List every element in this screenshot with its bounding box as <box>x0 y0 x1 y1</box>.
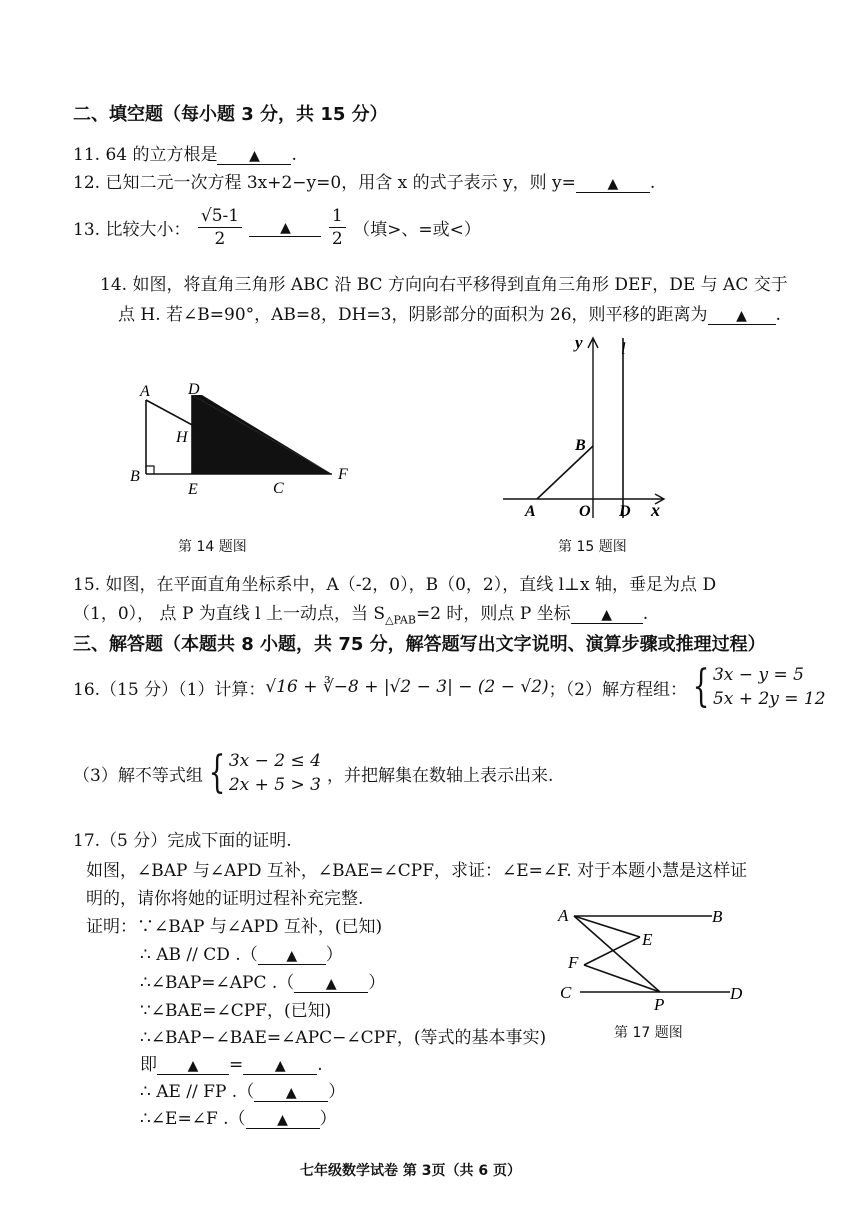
calc-expression: √16 + ∛−8 + |√2 − 3| − (2 − √2) <box>265 677 549 697</box>
label-B: B <box>712 907 723 926</box>
label-D: D <box>188 381 200 398</box>
proof-step-2: ∴ AB // CD .（ ▲ ） <box>140 945 343 965</box>
label-B: B <box>575 437 586 454</box>
fraction-left: $\frac{√5-1}{2}$ <box>198 205 242 250</box>
answer-blank-12[interactable]: ▲ <box>576 175 650 193</box>
question-13: 13. 比较大小： $\frac{√5-1}{2}$ ▲ $\frac{1}{2}$ （填>、=或<） <box>73 206 481 249</box>
figure-17 <box>552 902 752 1012</box>
figure-17-caption: 第 17 题图 <box>614 1025 683 1041</box>
question-16-row2: （3）解不等式组 { 3x − 2 ≤ 4 2x + 5 > 3 ，并把解集在数轴上表示出来. <box>73 747 554 798</box>
label-P: P <box>654 995 665 1012</box>
section-title-solve: 三、解答题（本题共 8 小题，共 75 分，解答题写出文字说明、演算步骤或推理过程） <box>73 634 766 655</box>
answer-blank-17d[interactable]: ▲ <box>243 1057 317 1075</box>
label-D: D <box>619 503 631 520</box>
inequality-system: 3x − 2 ≤ 4 2x + 5 > 3 <box>228 751 321 795</box>
answer-blank-14[interactable]: ▲ <box>708 307 776 325</box>
question-11-text: 11. 64 的立方根是 <box>73 145 218 165</box>
label-A: A <box>140 383 150 400</box>
label-B: B <box>130 468 140 485</box>
question-16-row1: 16.（15 分）（1）计算： √16 + ∛−8 + |√2 − 3| − (2 − √2) ；（2）解方程组： { 3x − y = 5 5x + 2y = 12 <box>73 661 826 712</box>
answer-blank-17a[interactable]: ▲ <box>258 947 326 965</box>
proof-step-4: ∵∠BAE=∠CPF，(已知) <box>140 1001 332 1021</box>
label-x: x <box>651 500 660 520</box>
equation-system: 3x − y = 5 5x + 2y = 12 <box>712 665 826 709</box>
figure-15-caption: 第 15 题图 <box>558 539 627 555</box>
answer-blank-17c[interactable]: ▲ <box>157 1057 229 1075</box>
label-A: A <box>525 503 536 520</box>
label-A: A <box>558 906 569 925</box>
question-15-line2: （1，0）， 点 P 为直线 l 上一动点，当 $S_{\triangle PAB}=2$ 时，则点 P 坐标 ▲ . <box>73 604 649 627</box>
page-footer: 七年级数学试卷 第 3页（共 6 页） <box>300 1163 521 1179</box>
proof-step-8: ∴∠E=∠F .（ ▲ ） <box>140 1109 337 1129</box>
fraction-right: $\frac{1}{2}$ <box>329 205 346 250</box>
proof-step-5: ∴∠BAP−∠BAE=∠APC−∠CPF，(等式的基本事实) <box>140 1028 547 1048</box>
label-H: H <box>176 429 188 446</box>
answer-blank-17e[interactable]: ▲ <box>254 1084 328 1102</box>
proof-step-7: ∴ AE // FP .（ ▲ ） <box>140 1082 346 1102</box>
label-D: D <box>730 984 743 1003</box>
label-F: F <box>568 953 579 972</box>
question-15-line1: 15. 如图，在平面直角坐标系中，A（-2，0），B（0，2），直线 l⊥x 轴，垂足为点 D <box>73 575 717 595</box>
question-14-line2: 点 H. 若∠B=90°，AB=8，DH=3，阴影部分的面积为 26，则平移的距离为 ▲ . <box>118 305 781 325</box>
question-17-desc1: 如图，∠BAP 与∠APD 互补，∠BAE=∠CPF，求证：∠E=∠F. 对于本题小慧是这样证 <box>86 861 748 881</box>
answer-blank-11[interactable]: ▲ <box>217 147 291 165</box>
question-17-desc2: 明的，请你将她的证明过程补充完整. <box>86 889 364 909</box>
label-F: F <box>338 466 348 483</box>
figure-14 <box>120 380 360 500</box>
label-C: C <box>273 480 284 497</box>
proof-step-3: ∴∠BAP=∠APC .（ ▲ ） <box>140 973 386 993</box>
label-y: y <box>575 333 583 352</box>
question-12-text: 12. 已知二元一次方程 3x+2−y=0，用含 x 的式子表示 y，则 y= <box>73 173 576 193</box>
section-title-fill-in: 二、填空题（每小题 3 分，共 15 分） <box>73 104 388 125</box>
answer-blank-17f[interactable]: ▲ <box>246 1111 320 1129</box>
answer-blank-17b[interactable]: ▲ <box>294 975 368 993</box>
proof-step-6: 即 ▲ = ▲ . <box>140 1055 323 1075</box>
question-14-line1: 14. 如图，将直角三角形 ABC 沿 BC 方向向右平移得到直角三角形 DEF，DE 与 AC 交于 <box>100 275 788 295</box>
answer-blank-15[interactable]: ▲ <box>571 606 643 624</box>
figure-14-caption: 第 14 题图 <box>178 539 247 555</box>
label-C: C <box>560 983 572 1002</box>
label-l: l <box>621 339 626 358</box>
label-O: O <box>579 503 591 520</box>
label-E: E <box>188 481 198 498</box>
question-17-title: 17.（5 分）完成下面的证明. <box>73 831 292 851</box>
proof-step-1: 证明：∵∠BAP 与∠APD 互补，(已知) <box>86 917 383 937</box>
figure-15 <box>495 328 675 524</box>
question-11: 11. 64 的立方根是 ▲ . <box>73 145 297 165</box>
label-E: E <box>642 930 653 949</box>
answer-blank-13[interactable]: ▲ <box>249 219 321 237</box>
question-12: 12. 已知二元一次方程 3x+2−y=0，用含 x 的式子表示 y，则 y= ▲ . <box>73 173 656 193</box>
